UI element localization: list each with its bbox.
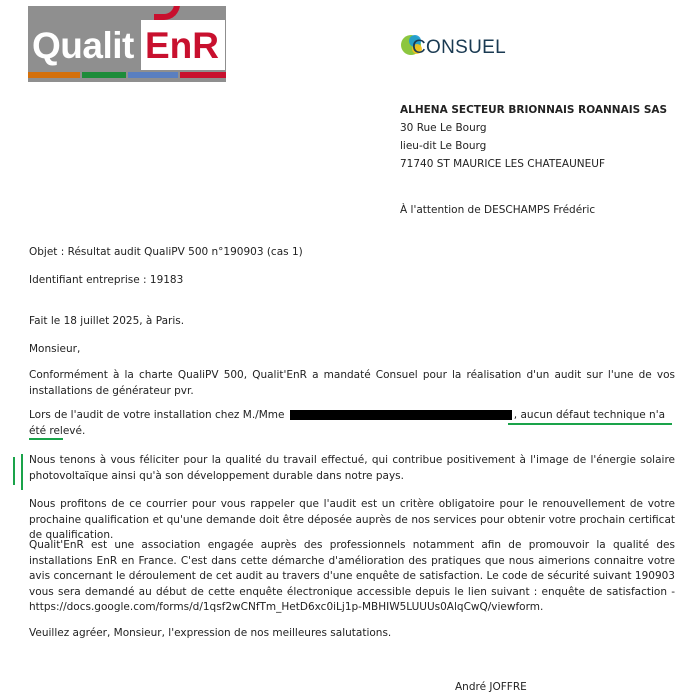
qualitenr-logo-text: Qualit: [32, 25, 134, 66]
highlight-margin-bar-right: [21, 454, 23, 490]
recipient-city: 71740 ST MAURICE LES CHATEAUNEUF: [400, 158, 605, 170]
paragraph-2-end: aucun défaut technique n'a été relevé.: [29, 409, 666, 437]
letter-paragraph-1: Conformément à la charte QualiPV 500, Qualit'EnR a mandaté Consuel pour la réalisation d'un audit sur l'une de vos installations de générateur pvr.: [29, 369, 675, 397]
qualitenr-stripe-blue: [128, 72, 178, 78]
paragraph-2-start: Lors de l'audit de votre installation chez M./Mme: [29, 409, 285, 421]
letter-salutation: Monsieur,: [29, 343, 81, 355]
recipient-company: ALHENA SECTEUR BRIONNAIS ROANNAIS SAS: [400, 104, 668, 116]
qualitenr-stripe-red: [180, 72, 226, 78]
highlight-underline-result-cont: [29, 438, 63, 440]
paragraph-2-separator: ,: [513, 409, 518, 421]
letter-date-place: Fait le 18 juillet 2025, à Paris.: [29, 315, 185, 327]
qualitenr-stripe-orange: [28, 72, 80, 78]
qualitenr-logo: [28, 6, 226, 82]
qualitenr-logo-accent: [154, 6, 180, 20]
highlight-margin-bar-left: [13, 457, 15, 485]
signature-name: André JOFFRE: [455, 681, 527, 693]
letter-paragraph-3: Nous tenons à vous féliciter pour la qualité du travail effectué, qui contribue positivement à l'image de l'énergie solaire photovoltaïque ainsi qu'à son développement durable dans notre pays.: [29, 454, 675, 482]
letter-paragraph-4: Nous profitons de ce courrier pour vous rappeler que l'audit est un critère obligatoire pour le renouvellement de votre prochaine qualification et qu'une demande doit être déposée auprès de nos services pour obtenir votre prochain certificat de qualification.: [29, 498, 675, 541]
recipient-locality: lieu-dit Le Bourg: [400, 140, 487, 152]
qualitenr-logo-enr: EnR: [145, 25, 219, 66]
letter-objet: Objet : Résultat audit QualiPV 500 n°190903 (cas 1): [29, 246, 303, 258]
letter-identifiant: Identifiant entreprise : 19183: [29, 274, 184, 286]
qualitenr-stripe-green: [82, 72, 126, 78]
consuel-logo-text: CONSUEL: [412, 37, 506, 58]
letter-closing: Veuillez agréer, Monsieur, l'expression de nos meilleures salutations.: [29, 627, 392, 639]
letter-paragraph-5: Qualit'EnR est une association engagée auprès des professionnels notamment afin de promouvoir la qualité des installations EnR en France. C'est dans cette démarche d'amélioration des pratiques que nous aimerions connaitre votre avis concernant le déroulement de cet audit au travers d'une enquête de satisfaction. Le code de sécurité suivant 190903 vous sera demandé au début de cette enquête électronique accessible depuis le lien suivant : enquête de satisfaction - https://docs.google.com/forms/d/1qsf2wCNfTm_HetD6xc0iLj1p-MBHIW5LUUUs0AlqCwQ/viewform.: [29, 539, 675, 613]
redacted-client-name: [290, 410, 512, 420]
recipient-street: 30 Rue Le Bourg: [400, 122, 487, 134]
highlight-underline-result: [508, 423, 672, 425]
recipient-attention: À l'attention de DESCHAMPS Frédéric: [400, 204, 596, 216]
